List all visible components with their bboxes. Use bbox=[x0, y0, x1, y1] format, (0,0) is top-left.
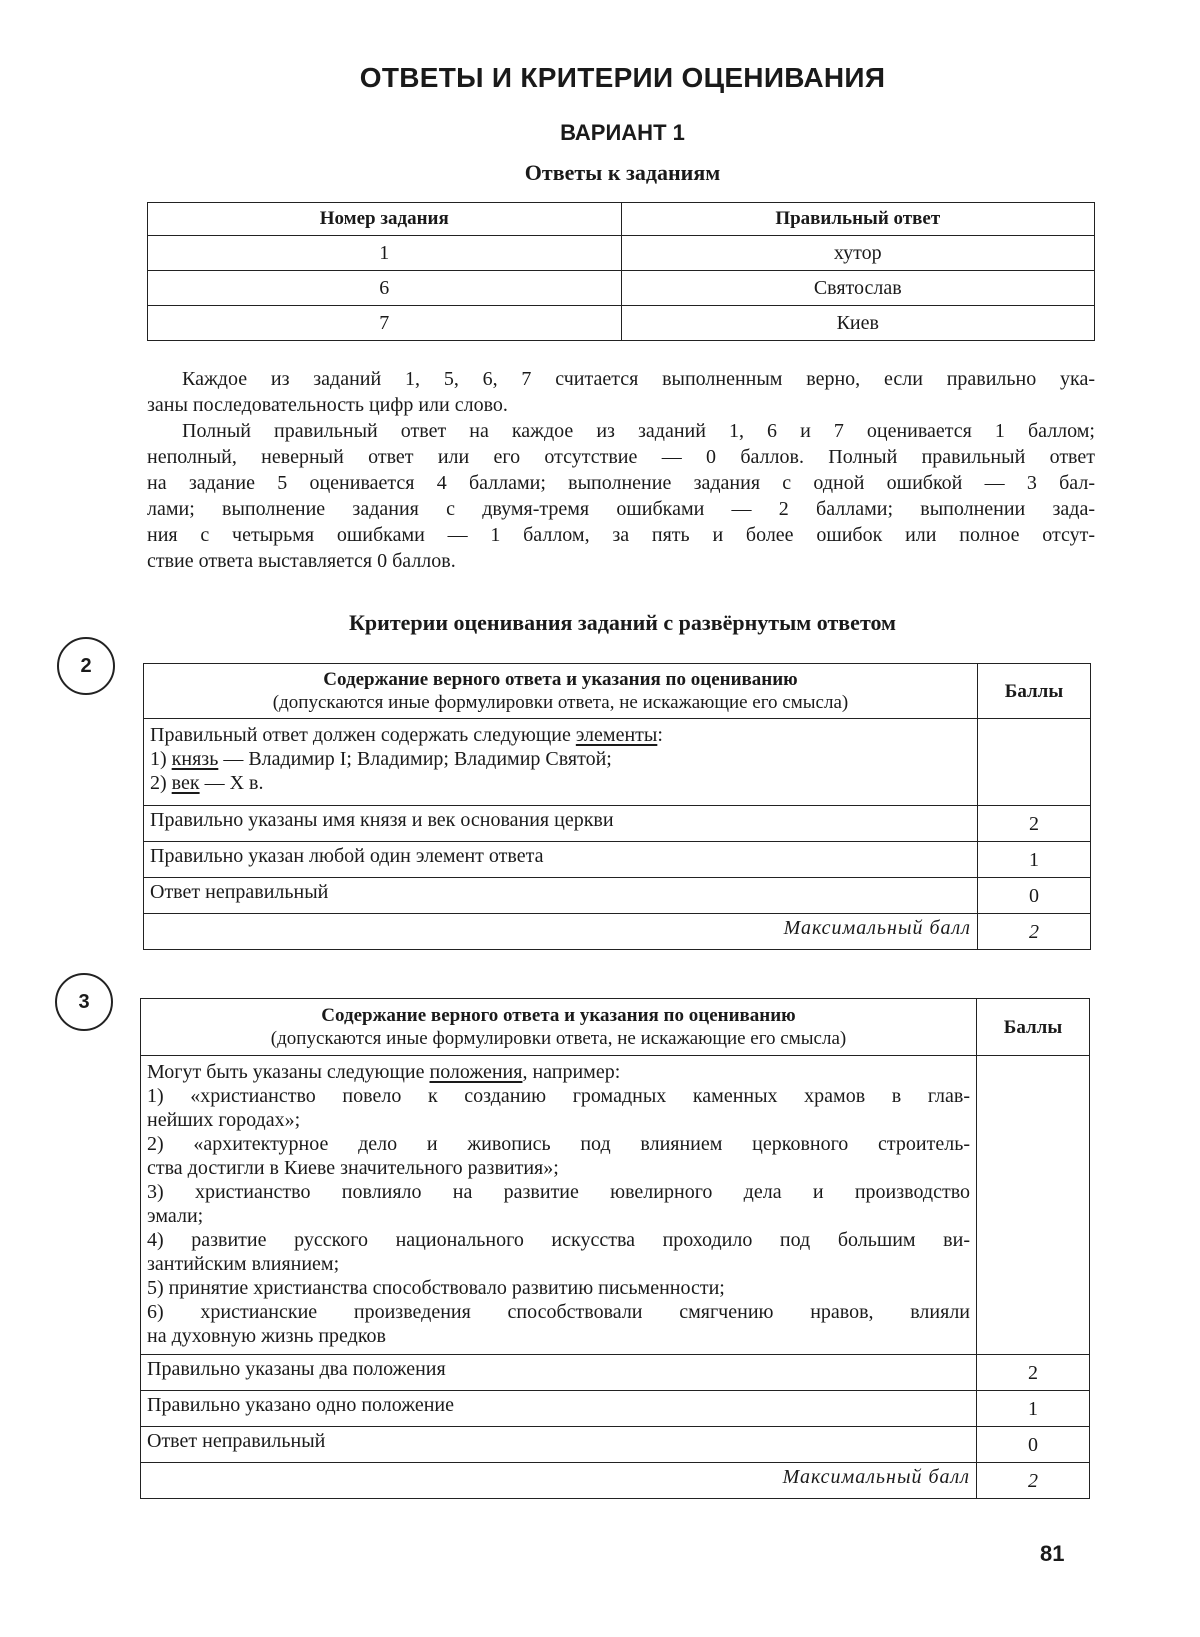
criterion-text: Правильно указан любой один элемент ответа bbox=[144, 842, 978, 878]
content-header-title: Содержание верного ответа и указания по оцениванию bbox=[323, 669, 798, 690]
criterion-text: Ответ неправильный bbox=[144, 878, 978, 914]
text: — Владимир I; Владимир; Владимир Святой; bbox=[218, 748, 612, 770]
text: : bbox=[657, 724, 663, 746]
score-cell: 2 bbox=[978, 806, 1091, 842]
points-header: Баллы bbox=[978, 664, 1091, 719]
table-row bbox=[141, 1427, 1090, 1463]
text-line bbox=[150, 771, 971, 795]
text-line: на задание 5 оценивается 4 баллами; выполнение задания с одной ошибкой — 3 бал- bbox=[147, 472, 1095, 494]
correct-answer: Киев bbox=[621, 306, 1095, 341]
table-row bbox=[144, 806, 1091, 842]
score-cell: 0 bbox=[977, 1427, 1090, 1463]
text-line: 3) христианство повлияло на развитие ювелирного дела и производство bbox=[147, 1181, 970, 1203]
task-number-badge: 2 bbox=[57, 637, 115, 695]
text-line: на духовную жизнь предков bbox=[147, 1325, 386, 1347]
score-cell bbox=[978, 719, 1091, 806]
underlined-term: князь bbox=[171, 748, 219, 770]
table-header-row bbox=[144, 664, 1091, 719]
table-row bbox=[148, 236, 1095, 271]
text-line: эмали; bbox=[147, 1205, 204, 1227]
text-line: неполный, неверный ответ или его отсутствие — 0 баллов. Полный правильный ответ bbox=[147, 446, 1095, 468]
table-row bbox=[141, 1355, 1090, 1391]
text: Правильный ответ должен содержать следующие bbox=[150, 724, 576, 746]
score-cell: 1 bbox=[978, 842, 1091, 878]
text-line: лами; выполнение задания с двумя-тремя ошибками — 2 баллами; выполнении зада- bbox=[147, 498, 1095, 520]
content-header bbox=[141, 999, 977, 1056]
table-row bbox=[148, 306, 1095, 341]
text: Могут быть указаны следующие bbox=[147, 1061, 430, 1083]
scoring-rules-text bbox=[147, 366, 1095, 574]
table-row bbox=[148, 271, 1095, 306]
score-cell: 1 bbox=[977, 1391, 1090, 1427]
column-header: Номер задания bbox=[148, 203, 622, 236]
answer-positions bbox=[141, 1056, 977, 1355]
text: 1) bbox=[150, 748, 172, 770]
column-header: Правильный ответ bbox=[621, 203, 1095, 236]
text-line: 4) развитие русского национального искусства проходило под большим ви- bbox=[147, 1229, 970, 1251]
text-line bbox=[150, 747, 971, 771]
score-cell: 0 bbox=[978, 878, 1091, 914]
answers-heading: Ответы к заданиям bbox=[524, 160, 721, 185]
content-header bbox=[144, 664, 978, 719]
max-score-value: 2 bbox=[978, 914, 1091, 950]
task-number: 7 bbox=[148, 306, 622, 341]
text-line: ства достигли в Киеве значительного развития»; bbox=[147, 1157, 559, 1179]
page-title: ОТВЕТЫ И КРИТЕРИИ ОЦЕНИВАНИЯ bbox=[359, 62, 886, 93]
answers-table bbox=[147, 202, 1095, 341]
underlined-term: положения bbox=[429, 1061, 523, 1083]
page-number: 81 bbox=[1040, 1541, 1065, 1566]
text-line bbox=[147, 1060, 970, 1084]
text-line: 6) христианские произведения способствовали смягчению нравов, влияли bbox=[147, 1301, 970, 1323]
text-line: 2) «архитектурное дело и живопись под влиянием церковного строитель- bbox=[147, 1133, 970, 1155]
correct-answer: Святослав bbox=[621, 271, 1095, 306]
table-row bbox=[141, 1391, 1090, 1427]
task-number: 1 bbox=[148, 236, 622, 271]
table-row bbox=[144, 878, 1091, 914]
text-line: ствие ответа выставляется 0 баллов. bbox=[147, 550, 456, 572]
criterion-text: Ответ неправильный bbox=[141, 1427, 977, 1463]
text-line: ния с четырьмя ошибками — 1 баллом, за пять и более ошибок или полное отсут- bbox=[147, 524, 1095, 546]
text: 2) bbox=[150, 772, 172, 794]
max-score-row bbox=[144, 914, 1091, 950]
correct-answer: хутор bbox=[621, 236, 1095, 271]
max-score-value: 2 bbox=[977, 1463, 1090, 1499]
task2-criteria-table bbox=[143, 663, 1091, 950]
underlined-term: век bbox=[171, 772, 200, 794]
max-score-label: Максимальный балл bbox=[141, 1463, 977, 1499]
criterion-text: Правильно указаны два положения bbox=[141, 1355, 977, 1391]
criteria-heading: Критерии оценивания заданий с развёрнутым ответом bbox=[348, 610, 897, 635]
max-score-row bbox=[141, 1463, 1090, 1499]
text-line: Полный правильный ответ на каждое из заданий 1, 6 и 7 оценивается 1 баллом; bbox=[182, 420, 1095, 442]
table-row bbox=[141, 1056, 1090, 1355]
text-line bbox=[150, 723, 971, 747]
criterion-text: Правильно указано одно положение bbox=[141, 1391, 977, 1427]
answer-elements bbox=[144, 719, 978, 806]
score-cell bbox=[977, 1056, 1090, 1355]
task-number-badge: 3 bbox=[55, 973, 113, 1031]
text-line: зантийским влиянием; bbox=[147, 1253, 340, 1275]
text-line: Каждое из заданий 1, 5, 6, 7 считается выполненным верно, если правильно ука- bbox=[182, 368, 1095, 390]
underlined-term: элементы bbox=[575, 724, 658, 746]
text-line: 1) «христианство повело к созданию громадных каменных храмов в глав- bbox=[147, 1085, 970, 1107]
content-header-note: (допускаются иные формулировки ответа, не искажающие его смысла) bbox=[270, 1028, 847, 1049]
points-header: Баллы bbox=[977, 999, 1090, 1056]
criterion-text: Правильно указаны имя князя и век основания церкви bbox=[144, 806, 978, 842]
table-header-row bbox=[148, 203, 1095, 236]
text-line: 5) принятие христианства способствовало развитию письменности; bbox=[147, 1277, 725, 1299]
content-header-note: (допускаются иные формулировки ответа, не искажающие его смысла) bbox=[272, 692, 849, 713]
score-cell: 2 bbox=[977, 1355, 1090, 1391]
table-row bbox=[144, 842, 1091, 878]
content-header-title: Содержание верного ответа и указания по оцениванию bbox=[321, 1005, 796, 1026]
text-line: нейших городах»; bbox=[147, 1109, 301, 1131]
text: — X в. bbox=[199, 772, 264, 794]
table-header-row bbox=[141, 999, 1090, 1056]
max-score-label: Максимальный балл bbox=[144, 914, 978, 950]
task-number: 6 bbox=[148, 271, 622, 306]
table-row bbox=[144, 719, 1091, 806]
variant-heading: ВАРИАНТ 1 bbox=[560, 120, 685, 145]
text-line: заны последовательность цифр или слово. bbox=[147, 394, 508, 416]
task3-criteria-table bbox=[140, 998, 1090, 1499]
text: , например: bbox=[522, 1061, 621, 1083]
